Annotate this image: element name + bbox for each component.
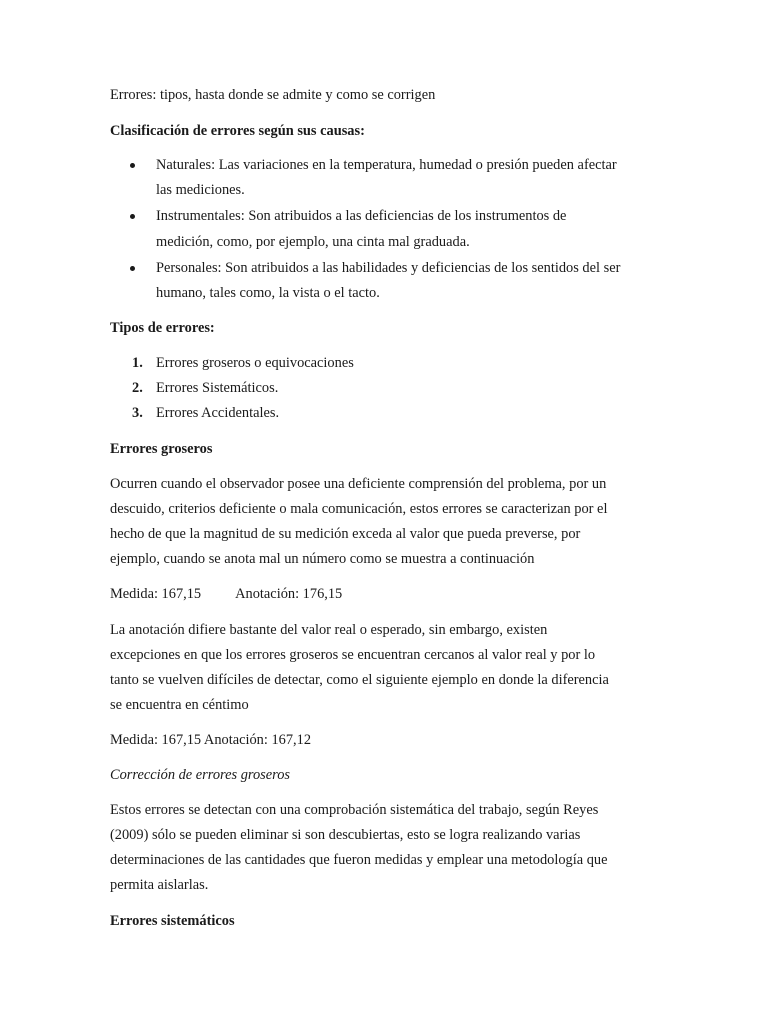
list-item-text: Errores groseros o equivocaciones: [156, 355, 354, 371]
list-item-text: humano, tales como, la vista o el tacto.: [156, 285, 380, 301]
example-measure-2: Medida: 167,15 Anotación: 167,12: [110, 732, 312, 748]
paragraph-line: permita aislarlas.: [110, 877, 209, 893]
paragraph-line: tanto se vuelven difíciles de detectar, como el siguiente ejemplo en donde la diferencia: [110, 672, 609, 688]
paragraph-line: (2009) sólo se pueden eliminar si son descubiertas, esto se logra realizando varias: [110, 827, 581, 843]
paragraph-line: Ocurren cuando el observador posee una deficiente comprensión del problema, por un: [110, 476, 607, 492]
list-number: 2.: [132, 380, 143, 396]
list-item-text: medición, como, por ejemplo, una cinta mal graduada.: [156, 234, 470, 250]
paragraph-line: hecho de que la magnitud de su medición exceda al valor que pueda preverse, por: [110, 526, 581, 542]
document-title: Errores: tipos, hasta donde se admite y como se corrigen: [110, 87, 436, 103]
paragraph-line: se encuentra en céntimo: [110, 697, 249, 713]
annotation-value: Anotación: 176,15: [235, 586, 343, 602]
list-item-text: Instrumentales: Son atribuidos a las deficiencias de los instrumentos de: [156, 208, 567, 224]
paragraph-line: excepciones en que los errores groseros se encuentran cercanos al valor real y por lo: [110, 647, 596, 663]
bullet-icon: [130, 163, 135, 168]
list-item-text: las mediciones.: [156, 182, 245, 198]
list-number: 1.: [132, 355, 143, 371]
bullet-icon: [130, 214, 135, 219]
paragraph-line: descuido, criterios deficiente o mala comunicación, estos errores se caracterizan por el: [110, 501, 608, 517]
list-number: 3.: [132, 405, 143, 421]
systematic-heading: Errores sistemáticos: [110, 913, 235, 929]
paragraph-line: La anotación difiere bastante del valor real o esperado, sin embargo, existen: [110, 622, 548, 638]
measure-value: Medida: 167,15: [110, 586, 202, 602]
paragraph-line: determinaciones de las cantidades que fueron medidas y emplear una metodología que: [110, 852, 608, 868]
list-item-text: Naturales: Las variaciones en la temperatura, humedad o presión pueden afectar: [156, 157, 617, 173]
example-measure-1: [110, 584, 342, 604]
classification-heading: Clasificación de errores según sus causas:: [110, 123, 365, 139]
types-heading: Tipos de errores:: [110, 320, 215, 336]
paragraph-line: Estos errores se detectan con una comprobación sistemática del trabajo, según Reyes: [110, 802, 599, 818]
gross-heading: Errores groseros: [110, 441, 213, 457]
list-item-text: Personales: Son atribuidos a las habilidades y deficiencias de los sentidos del ser: [156, 260, 621, 276]
list-item-text: Errores Sistemáticos.: [156, 380, 279, 396]
paragraph-line: ejemplo, cuando se anota mal un número como se muestra a continuación: [110, 551, 535, 567]
bullet-icon: [130, 266, 135, 271]
correction-heading: Corrección de errores groseros: [110, 767, 290, 783]
list-item-text: Errores Accidentales.: [156, 405, 280, 421]
